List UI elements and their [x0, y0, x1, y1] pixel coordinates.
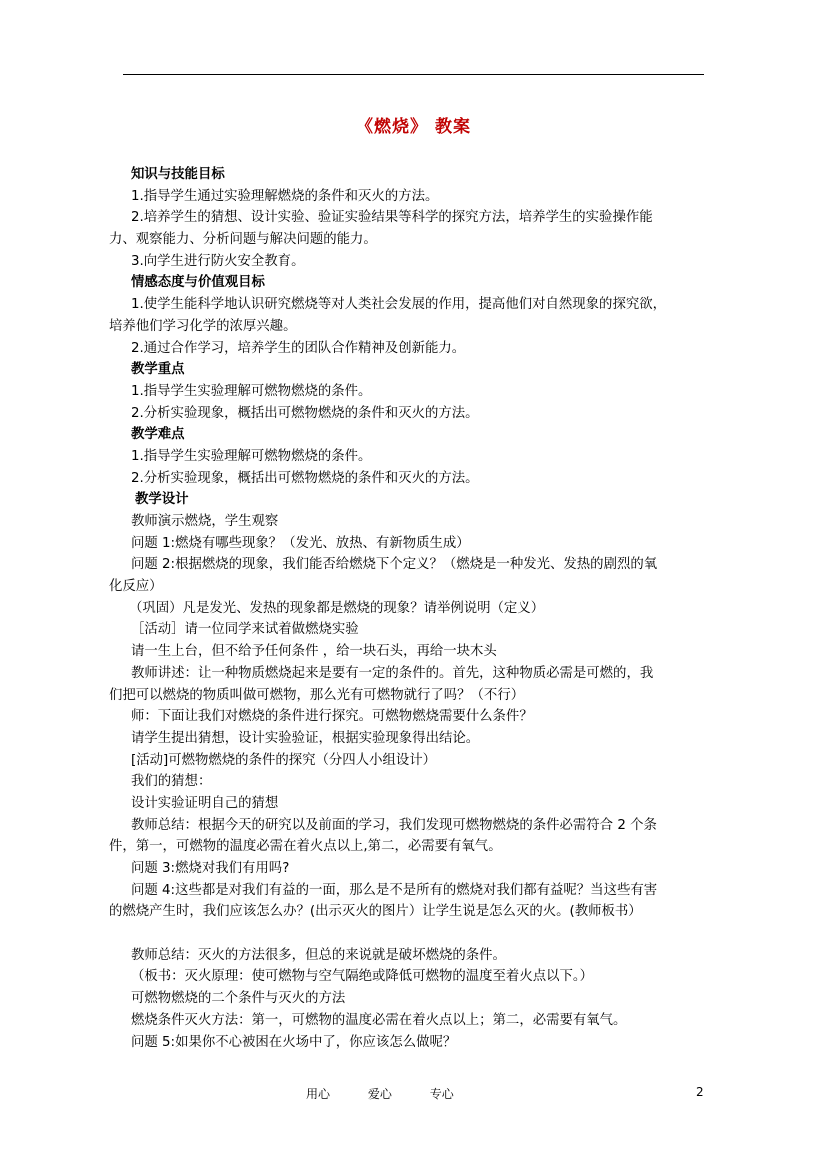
text-line: 培养他们学习化学的浓厚兴趣。	[109, 318, 297, 334]
text-line: 化反应）	[109, 579, 163, 595]
text-line: 师：下面让我们对燃烧的条件进行探究。可燃物燃烧需要什么条件？	[131, 709, 533, 725]
page-number: 2	[696, 1085, 704, 1099]
text-line: 教师总结：根据今天的研究以及前面的学习，我们发现可燃物燃烧的条件必需符合 2 个条	[131, 817, 657, 833]
text-line: 3.向学生进行防火安全教育。	[131, 253, 305, 269]
text-line: 教师演示燃烧，学生观察	[131, 514, 279, 529]
text-line: 力、观察能力、分析问题与解决问题的能力。	[109, 232, 377, 248]
text-line: 问题 5:如果你不心被困在火场中了，你应该怎么做呢？	[131, 1034, 457, 1050]
section-heading: 教学难点	[131, 427, 185, 443]
text-line: 教师讲述：让一种物质燃烧起来是要有一定的条件的。首先，这种物质必需是可燃的，我	[131, 665, 654, 681]
text-line: 问题 4:这些都是对我们有益的一面，那么是不是所有的燃烧对我们都有益呢？当这些有害	[131, 882, 658, 898]
section-heading: 教学重点	[131, 362, 185, 378]
text-line: 请学生提出猜想，设计实验验证，根据实验现象得出结论。	[131, 730, 480, 746]
text-line: 2.通过合作学习，培养学生的团队合作精神及创新能力。	[131, 340, 466, 356]
text-line: 问题 3:燃烧对我们有用吗?	[131, 861, 290, 876]
text-line: 们把可以燃烧的物质叫做可燃物，那么光有可燃物就行了吗？（不行）	[109, 687, 525, 703]
section-heading: 知识与技能目标	[131, 167, 225, 182]
text-line: 可燃物燃烧的二个条件与灭火的方法	[131, 991, 346, 1007]
text-line: （巩固）凡是发光、发热的现象都是燃烧的现象？请举例说明（定义）	[129, 600, 545, 616]
text-line: 燃烧条件灭火方法：第一，可燃物的温度必需在着火点以上；第二，必需要有氧气。	[131, 1012, 627, 1028]
text-line: 1.使学生能科学地认识研究燃烧等对人类社会发展的作用，提高他们对自然现象的探究欲，	[131, 297, 667, 313]
text-line: 2.培养学生的猜想、设计实验、验证实验结果等科学的探究方法，培养学生的实验操作能	[131, 210, 653, 226]
blank-line	[109, 923, 705, 945]
text-line: 设计实验证明自己的猜想	[131, 795, 279, 811]
text-line: 1.指导学生实验理解可燃物燃烧的条件。	[131, 383, 372, 399]
text-line: 的燃烧产生时，我们应该怎么办？(出示灭火的图片）让学生说是怎么灭的火。(教师板书）	[109, 904, 642, 920]
footer-word-3: 专心	[429, 1087, 454, 1101]
text-line: 问题 1:燃烧有哪些现象？（发光、放热、有新物质生成）	[131, 535, 470, 551]
footer-word-1: 用心	[306, 1087, 331, 1101]
text-line: 我们的猜想：	[131, 774, 212, 790]
text-line: （板书：灭火原理：使可燃物与空气隔绝或降低可燃物的温度至着火点以下。）	[131, 969, 593, 985]
text-line: 1.指导学生通过实验理解燃烧的条件和灭火的方法。	[131, 188, 439, 204]
text-line: 件，第一，可燃物的温度必需在着火点以上,第二，必需要有氧气。	[109, 839, 502, 855]
section-heading: 教学设计	[135, 492, 189, 508]
text-line: 1.指导学生实验理解可燃物燃烧的条件。	[131, 448, 372, 464]
section-heading: 情感态度与价值观目标	[131, 275, 265, 291]
footer-word-2: 爱心	[367, 1087, 392, 1101]
page-title: 《燃烧》 教案	[356, 117, 471, 137]
text-line: 问题 2:根据燃烧的现象，我们能否给燃烧下个定义？（燃烧是一种发光、发热的剧烈的氧	[131, 557, 658, 573]
header-rule	[123, 74, 704, 75]
text-line: 2.分析实验现象，概括出可燃物燃烧的条件和灭火的方法。	[131, 405, 479, 421]
text-line: ［活动］请一位同学来试着做燃烧实验	[131, 622, 359, 638]
text-line: 教师总结：灭火的方法很多，但总的来说就是破坏燃烧的条件。	[131, 947, 506, 963]
document-body	[109, 164, 705, 1053]
text-line: [活动]可燃物燃烧的条件的探究（分四人小组设计）	[131, 752, 437, 768]
text-line: 2.分析实验现象，概括出可燃物燃烧的条件和灭火的方法。	[131, 470, 479, 486]
text-line: 请一生上台，但不给予任何条件 ，给一块石头，再给一块木头	[131, 644, 497, 660]
